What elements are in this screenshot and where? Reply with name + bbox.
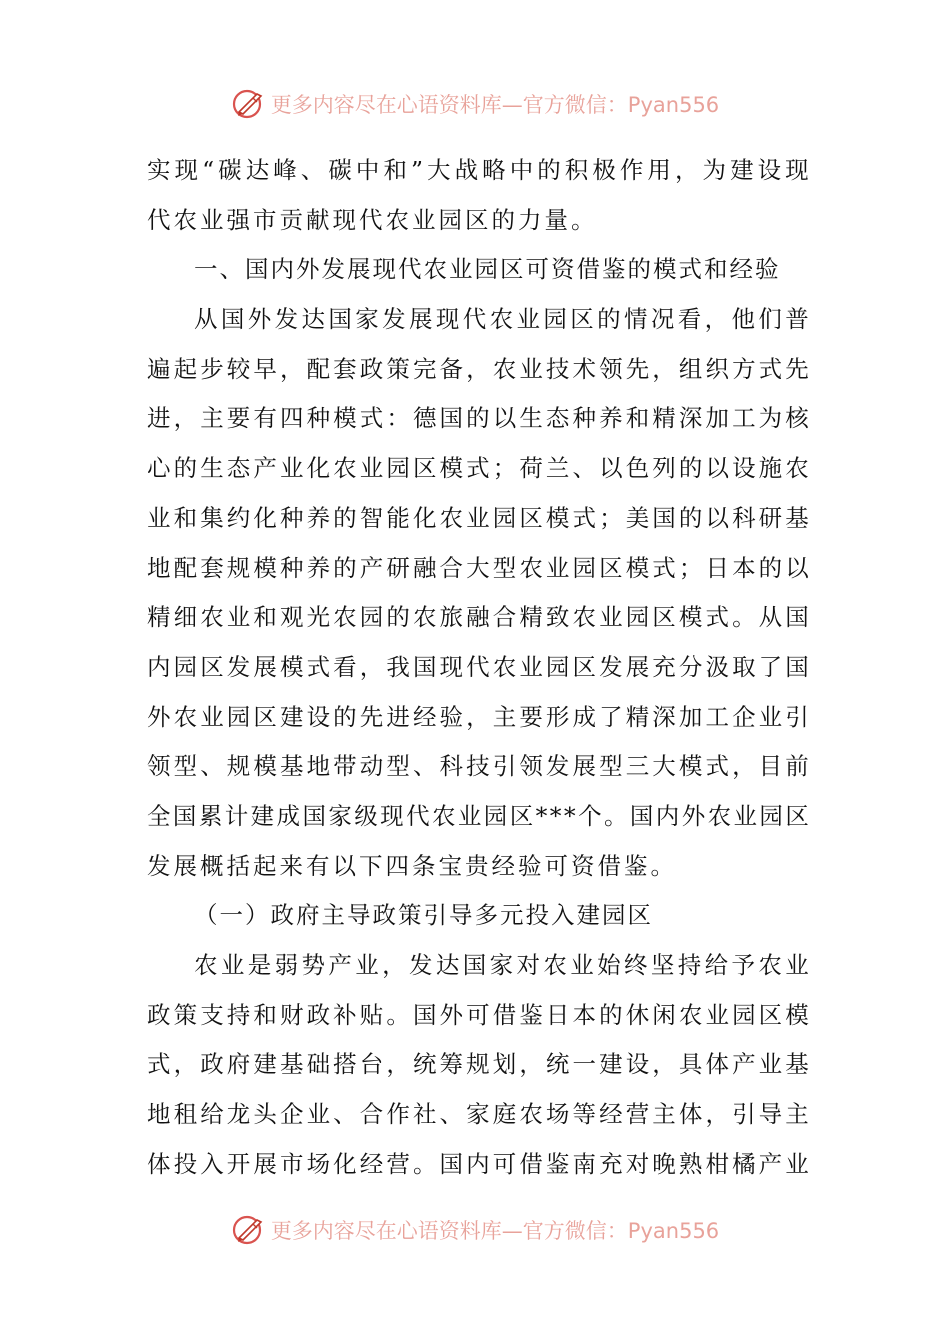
text-line: 精 细 农 业 和 观 光 农 园 的 农 旅 融 合 精 致 农 业 园 区 模 式 。 从 国 xyxy=(147,603,809,632)
watermark-text: 更多内容尽在心语资料库—官方微信：Pyan556 xyxy=(270,1219,720,1243)
text-line: 外 农 业 园 区 建 设 的 先 进 经 验 ， 主 要 形 成 了 精 深 加 工 企 业 引 xyxy=(147,702,809,731)
text-line: 代农业强市贡献现代农业园区的力量。 xyxy=(147,205,598,234)
pen-logo-icon xyxy=(231,1212,267,1248)
text-line: 遍 起 步 较 早 ， 配 套 政 策 完 备 ， 农 业 技 术 领 先 ， 组 织 方 式 先 xyxy=(147,354,809,383)
section-heading: 一、国内外发展现代农业园区可资借鉴的模式和经验 xyxy=(194,255,781,284)
document-body xyxy=(147,146,809,1189)
watermark-banner-bottom xyxy=(0,1210,950,1250)
text-line: 实 现 “ 碳 达 峰 、 碳 中 和 ” 大 战 略 中 的 积 极 作 用 ， 为 建 设 现 xyxy=(147,156,809,184)
section-heading: （一）政府主导政策引导多元投入建园区 xyxy=(194,901,653,930)
text-line: 业 和 集 约 化 种 养 的 智 能 化 农 业 园 区 模 式 ； 美 国 的 以 科 研 基 xyxy=(147,503,809,532)
text-line: 地 配 套 规 模 种 养 的 产 研 融 合 大 型 农 业 园 区 模 式 ； 日 本 的 以 xyxy=(147,553,809,582)
text-line: 全 国 累 计 建 成 国 家 级 现 代 农 业 园 区 * * * 个 。 国 内 外 农 业 园 区 xyxy=(147,801,809,830)
pen-logo-icon xyxy=(231,86,267,122)
text-line: 心 的 生 态 产 业 化 农 业 园 区 模 式 ； 荷 兰 、 以 色 列 的 以 设 施 农 xyxy=(147,454,809,483)
text-line: 发展概括起来有以下四条宝贵经验可资借鉴。 xyxy=(147,851,677,880)
text-line: 地 租 给 龙 头 企 业 、 合 作 社 、 家 庭 农 场 等 经 营 主 体 ， 引 导 主 xyxy=(147,1100,809,1129)
text-line: 式 ， 政 府 建 基 础 搭 台 ， 统 筹 规 划 ， 统 一 建 设 ， 具 体 产 业 基 xyxy=(147,1050,809,1079)
text-line: 从 国 外 发 达 国 家 发 展 现 代 农 业 园 区 的 情 况 看 ， 他 们 普 xyxy=(194,305,809,334)
text-line: 进 ， 主 要 有 四 种 模 式 ： 德 国 的 以 生 态 种 养 和 精 深 加 工 为 核 xyxy=(147,404,809,433)
text-line: 领 型 、 规 模 基 地 带 动 型 、 科 技 引 领 发 展 型 三 大 模 式 ， 目 前 xyxy=(147,752,809,781)
watermark-text: 更多内容尽在心语资料库—官方微信：Pyan556 xyxy=(270,93,720,117)
text-line: 内 园 区 发 展 模 式 看 ， 我 国 现 代 农 业 园 区 发 展 充 分 汲 取 了 国 xyxy=(147,652,809,681)
text-line: 体 投 入 开 展 市 场 化 经 营 。 国 内 可 借 鉴 南 充 对 晚 熟 柑 橘 产 业 xyxy=(147,1149,809,1178)
watermark-banner-top xyxy=(0,84,950,124)
text-line: 农 业 是 弱 势 产 业 ， 发 达 国 家 对 农 业 始 终 坚 持 给 予 农 业 xyxy=(194,951,809,979)
text-line: 政 策 支 持 和 财 政 补 贴 。 国 外 可 借 鉴 日 本 的 休 闲 农 业 园 区 模 xyxy=(147,1000,809,1029)
